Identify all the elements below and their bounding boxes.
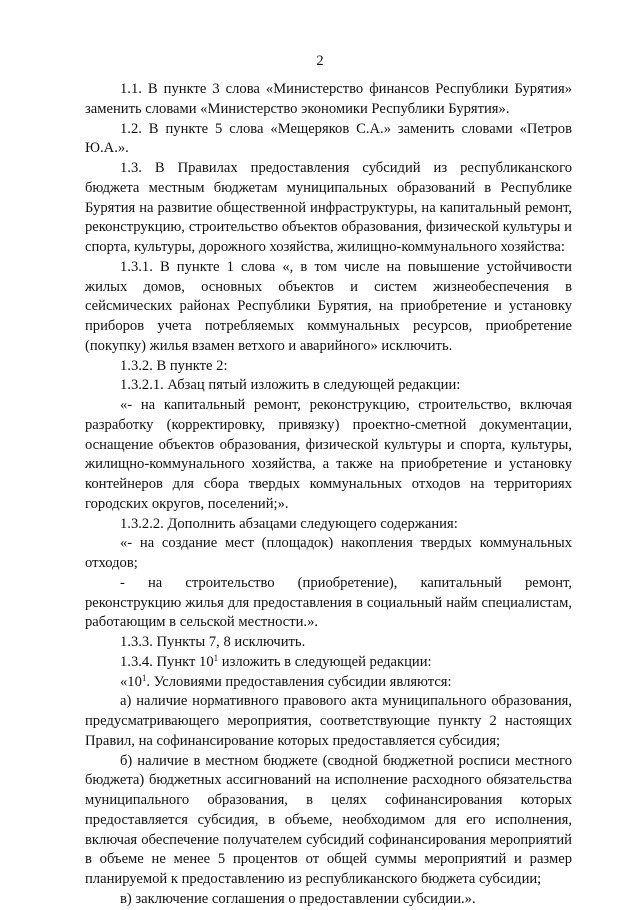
paragraph-1-3-2: 1.3.2. В пункте 2:: [120, 357, 228, 374]
paragraph-text: . Условиями предоставления субсидии являются:: [146, 673, 452, 690]
paragraph-a: а) наличие нормативного правового акта муниципального образования, предусматривающего мероприятия, соответствующие пункту 2 настоящих Правил, на софинансирование которых предоставляется субсидия;: [85, 693, 572, 749]
paragraph-b: б) наличие в местном бюджете (сводной бюджетной росписи местного бюджета) бюджетных ассигнований на исполнение расходного обязательства муниципального образования, в целях софинансирования которых предоставляется субсидия, в объеме, необходимом для его исполнения, включая обеспечение получателем субсидий софинансирования мероприятий в объеме не менее 5 процентов от общей суммы мероприятий и размер планируемой к предоставлению из республиканского бюджета субсидии;: [85, 752, 572, 887]
paragraph-quote-waste: «- на создание мест (площадок) накопления твердых коммунальных отходов;: [85, 535, 572, 571]
paragraph-1-3-2-2: 1.3.2.2. Дополнить абзацами следующего содержания:: [120, 515, 458, 532]
paragraph-1-3-3: 1.3.3. Пункты 7, 8 исключить.: [120, 634, 306, 650]
paragraph-1-2: 1.2. В пункте 5 слова «Мещеряков С.А.» заменить словами «Петров Ю.А.».: [85, 120, 572, 157]
page-number: 2: [316, 53, 324, 69]
paragraph-quote-repair: «- на капитальный ремонт, реконструкцию, строительство, включая разработку (корректировку, привязку) проектно-сметной документации, оснащение объектов образования, физической культуры и спорта, культуры, жилищно-коммунального хозяйства, а также на приобретение и установку контейнеров для сбора твердых коммунальных отходов на территориях городских округов, поселений;».: [85, 397, 572, 512]
paragraph-text: 1.3.4. Пункт 10: [120, 653, 214, 670]
superscript-1: 1: [141, 672, 147, 683]
paragraph-text: «10: [120, 673, 142, 690]
paragraph-1-3-2-1: 1.3.2.1. Абзац пятый изложить в следующей редакции:: [120, 377, 461, 394]
paragraph-1-3-4: [85, 653, 572, 673]
paragraph-v: в) заключение соглашения о предоставлении субсидии.».: [120, 890, 476, 907]
document-body: [85, 80, 572, 910]
paragraph-1-3: 1.3. В Правилах предоставления субсидий из республиканского бюджета местным бюджетам муниципальных образований в Республике Бурятия на развитие общественной инфраструктуры, на капитальный ремонт, реконструкцию, строительство объектов образования, физической культуры и спорта, культуры, дорожного хозяйства, жилищно-коммунального хозяйства:: [85, 160, 572, 255]
paragraph-construction: - на строительство (приобретение), капитальный ремонт, реконструкцию жилья для предоставления в социальный найм специалистам, работающим в сельской местности.».: [85, 574, 572, 631]
paragraph-1-3-1: 1.3.1. В пункте 1 слова «, в том числе на повышение устойчивости жилых домов, основных объектов и систем жизнеобеспечения в сейсмических районах Республики Бурятия, на приобретение и установку приборов учета потребляемых коммунальных ресурсов, приобретение (покупку) жилья взамен ветхого и аварийного» исключить.: [85, 258, 572, 354]
superscript-1: 1: [213, 652, 219, 663]
paragraph-text: изложить в следующей редакции:: [218, 653, 432, 670]
paragraph-1-1: 1.1. В пункте 3 слова «Министерство финансов Республики Бурятия» заменить словами «Министерство экономики Республики Бурятия».: [85, 81, 572, 117]
paragraph-10-1: [85, 673, 572, 693]
